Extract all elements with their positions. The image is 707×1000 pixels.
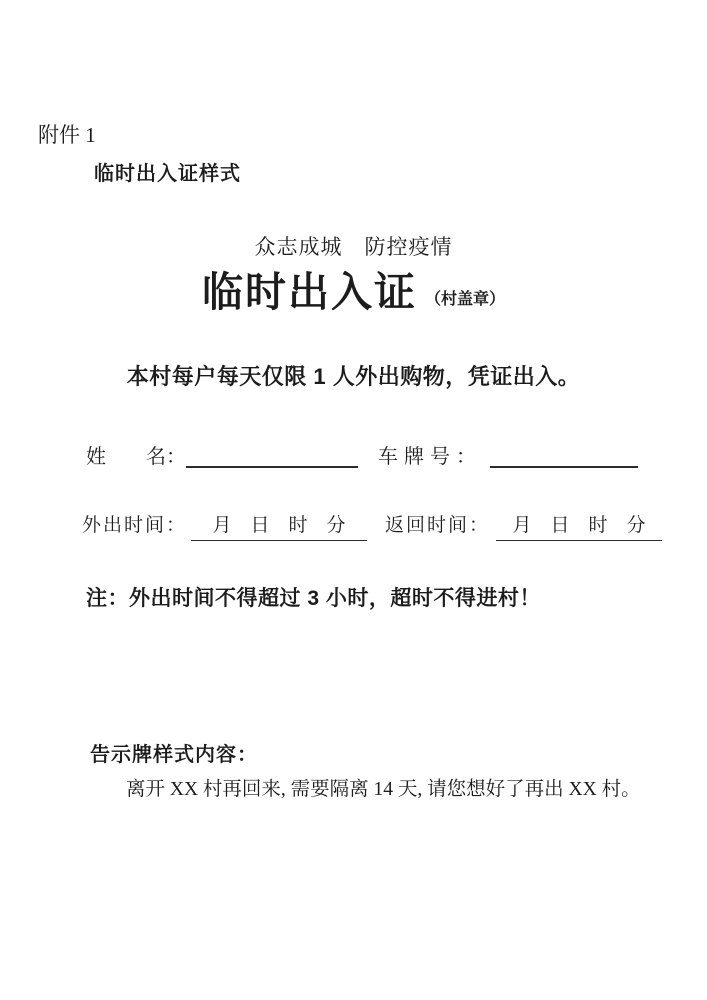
- notice-board-content: 离开 XX 村再回来, 需要隔离 14 天, 请您想好了再出 XX 村。: [126, 779, 641, 800]
- time-limit-warning: 注：外出时间不得超过 3 小时，超时不得进村！: [86, 587, 541, 610]
- page-title: 临时出入证: [201, 269, 417, 315]
- title-row: [0, 269, 707, 316]
- out-time-blank-field: 月 日 时 分: [191, 514, 367, 541]
- plate-label: 车牌号：: [378, 446, 482, 468]
- return-time-label: 返回时间：: [385, 515, 491, 536]
- epidemic-slogan: 众志成城 防控疫情: [254, 235, 453, 259]
- name-plate-row: [86, 444, 638, 470]
- plate-blank-field: [490, 446, 638, 468]
- name-blank-field: [186, 446, 358, 468]
- time-row: [82, 514, 662, 541]
- document-subtitle: 临时出入证样式: [94, 163, 241, 185]
- out-time-label: 外出时间：: [82, 515, 188, 536]
- village-seal-note: （村盖章）: [424, 290, 505, 308]
- shopping-limit-notice: 本村每户每天仅限 1 人外出购物，凭证出入。: [126, 364, 581, 389]
- notice-board-title: 告示牌样式内容：: [90, 744, 258, 766]
- return-time-blank-field: 月 日 时 分: [496, 514, 662, 541]
- attachment-label: 附件 1: [38, 123, 96, 147]
- name-label: 姓 名：: [86, 446, 186, 468]
